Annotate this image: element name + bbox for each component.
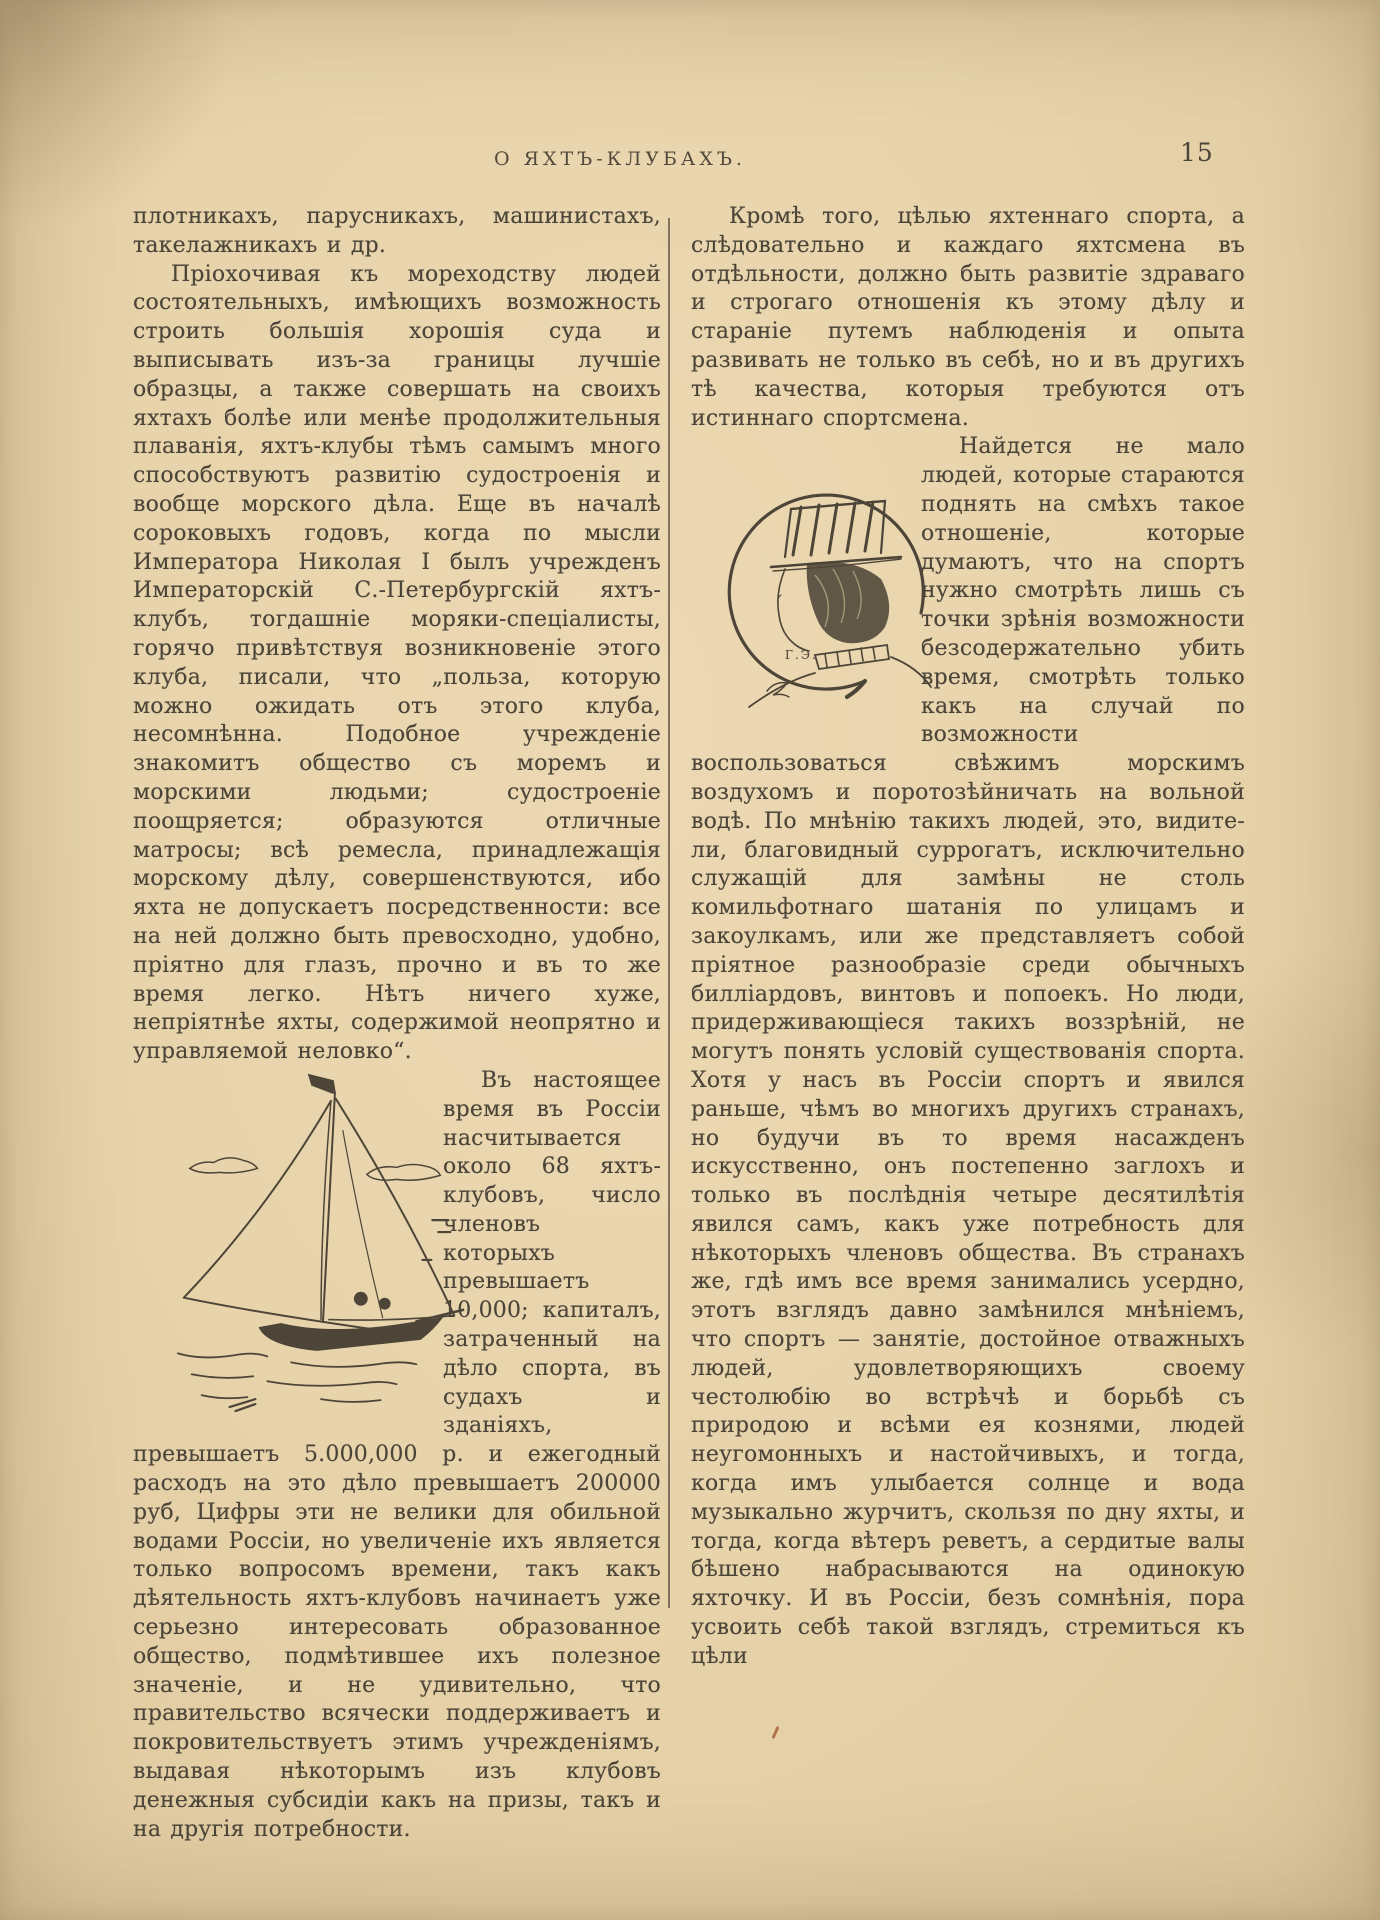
man-in-boater-hat-illustration-icon [685, 445, 907, 745]
left-column [133, 203, 661, 1844]
paragraph-text: Кромѣ того, цѣлью яхтеннаго спорта, а слѣдовательно и каждаго яхтсмена въ отдѣльности, должно быть развитіе здраваго и строгаго отношенія къ этому дѣлу и стараніе путемъ наблюденія и опыта развивать не только въ себѣ, но и въ другихъ тѣ качества, которыя требуются отъ истиннаго спортсмена. [691, 204, 1245, 431]
paragraph-text: Пріохочивая къ мореходству людей состоятельныхъ, имѣющихъ возможность строить большія хорошія суда и выписывать изъ-за границы лучшіе образцы, а также совершать на своихъ яхтахъ болѣе или менѣе продолжительныя плаванія, яхтъ-клубы тѣмъ самымъ много способствуютъ развитію судостроенія и вообще морского дѣла. Еще въ началѣ сороковыхъ годовъ, когда по мысли Императора Николая I былъ учрежденъ Императорскій С.-Петербургскій яхтъ-клубъ, тогдашніе моряки-спеціалисты, горячо привѣтствуя возникновеніе этого клуба, писали, что „польза, которую можно ожидать отъ этого клуба, несомнѣнна. Подобное учрежденіе знакомитъ общество съ моремъ и морскими людьми; судостроеніе поощряется; образуются отличные матросы; всѣ ремесла, принадлежащія морскому дѣлу, совершенствуются, ибо яхта не допускаетъ посредственности: все на ней должно быть превосходно, удобно, пріятно для глазъ, прочно и въ то же время легко. Нѣтъ ничего хуже, непріятнѣе яхты, содержимой неопрятно и управляемой неловко“. [133, 261, 661, 1065]
portrait-signature: Г.Э. [785, 648, 818, 663]
page-number: 15 [1180, 138, 1214, 167]
paragraph-text: Найдется не мало людей, которые стараются поднять на смѣхъ такое отношеніе, которые думаютъ, что на спортъ нужно смотрѣть лишь съ точки зрѣнія возможности безсодержательно убить время, смотрѣть только какъ на случай по возможности воспользоваться свѣжимъ морскимъ воздухомъ и поротозѣйничать на вольной водѣ. По мнѣнію такихъ людей, это, видите-ли, благовидный суррогатъ, исключительно служащій для замѣны не столь комильфотнаго шатанія по улицамъ и закоулкамъ, или же представляетъ собой пріятное разнообразіе среди обычныхъ билліардовъ, винтовъ и попоекъ. Но люди, придерживающіеся такихъ воззрѣній, не могутъ понять условій существованія спорта. Хотя у насъ въ Россіи спортъ и явился раньше, чѣмъ во многихъ другихъ странахъ, но будучи въ то время насажденъ искусственно, онъ постепенно заглохъ и только въ послѣднія четыре десятилѣтія явился самъ, какъ уже потребность для нѣкоторыхъ членовъ общества. Въ странахъ же, гдѣ имъ все время занимались усердно, этотъ взглядъ давно замѣнился мнѣніемъ, что спортъ — занятіе, достойное отважныхъ людей, удовлетворяющихъ своему честолюбію во встрѣчѣ и борьбѣ съ природою и всѣми ея кознями, людей неугомонныхъ и настойчивыхъ, и тогда, когда имъ улыбается солнце и вода музыкально журчитъ, скользя по дну яхты, и тогда, когда вѣтеръ реветъ, а сердитые валы бѣшено набрасываются на одинокую яхточку. И въ Россіи, безъ сомнѣнія, пора усвоить себѣ такой взглядъ, стремиться къ цѣли [691, 434, 1245, 1669]
paragraph [691, 203, 1245, 433]
paragraph [691, 433, 1245, 1671]
paragraph [133, 1067, 661, 1845]
right-column [691, 203, 1245, 1672]
paragraph [133, 261, 661, 1067]
stray-ink-mark [771, 1726, 779, 1739]
paragraph-text: Въ настоящее время въ Россіи насчитывается около 68 яхтъ-клубовъ, число членовъ которыхъ превышаетъ 10,000; капиталъ, затраченный на дѣло спорта, въ судахъ и зданіяхъ, превышаетъ 5.000,000 р. и ежегодный расходъ на это дѣло превышаетъ 200000 руб, Цифры эти не велики для обильной водами Россіи, но увеличеніе ихъ является только вопросомъ времени, такъ какъ дѣятельность яхтъ-клубовъ начинаетъ уже серьезно интересовать образованное общество, подмѣтившее ихъ полезное значеніе, и не удивительно, что правительство всячески поддерживаетъ и покровительствуетъ этимъ учрежденіямъ, выдавая нѣкоторымъ изъ клубовъ денежныя субсидіи какъ на призы, такъ и на другія потребности. [133, 1067, 661, 1842]
sailboat-illustration-icon [133, 1071, 433, 1419]
column-divider [668, 218, 670, 1608]
running-header: О ЯХТЪ-КЛУБАХЪ. [494, 148, 746, 170]
paragraph [133, 203, 661, 261]
paragraph-text: плотникахъ, парусникахъ, машинистахъ, такелажникахъ и др. [133, 204, 661, 258]
